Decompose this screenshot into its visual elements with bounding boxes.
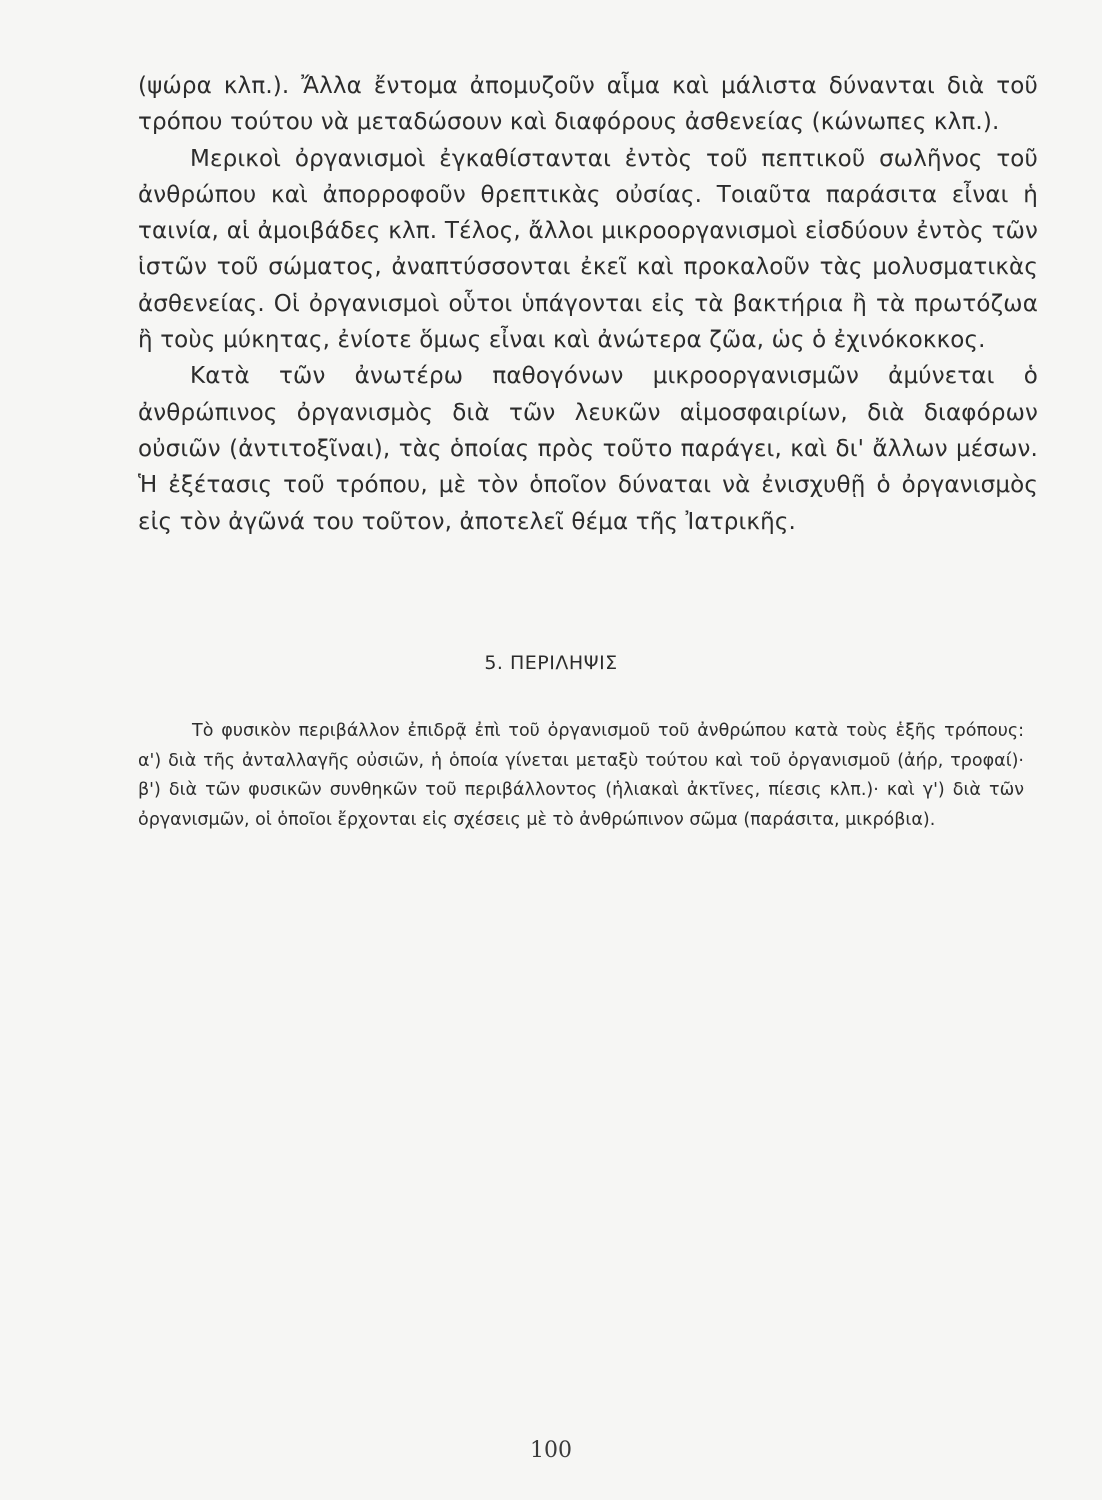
body-text <box>138 68 1038 540</box>
paragraph-continuation: (ψώρα κλπ.). Ἄλλα ἔντομα ἀπομυζοῦν αἷμα καὶ μάλιστα δύνανται διὰ τοῦ τρόπου τούτου νὰ μεταδώσουν καὶ διαφόρους ἀσθενείας (κώνωπες κλπ.). <box>138 73 1038 136</box>
page-number: 100 <box>530 1438 572 1463</box>
section-heading: 5. ΠΕΡΙΛΗΨΙΣ <box>484 652 618 674</box>
summary-block <box>138 717 1024 835</box>
summary-text: Τὸ φυσικὸν περιβάλλον ἐπιδρᾷ ἐπὶ τοῦ ὀργανισμοῦ τοῦ ἀνθρώπου κατὰ τοὺς ἑξῆς τρόπους: α') διὰ τῆς ἀνταλλαγῆς οὐσιῶν, ἡ ὁποία γίνεται μεταξὺ τούτου καὶ τοῦ ὀργανισμοῦ (ἀήρ, τροφαί)· β') διὰ τῶν φυσικῶν συνθηκῶν τοῦ περιβάλλοντος (ἡλιακαὶ ἀκτῖνες, πίεσις κλπ.)· καὶ γ') διὰ τῶν ὀργανισμῶν, οἱ ὁποῖοι ἔρχονται εἰς σχέσεις μὲ τὸ ἀνθρώπινον σῶμα (παράσιτα, μικρόβια). <box>138 721 1024 830</box>
paragraph-parasites: Μερικοὶ ὀργανισμοὶ ἐγκαθίστανται ἐντὸς τοῦ πεπτικοῦ σωλῆνος τοῦ ἀνθρώπου καὶ ἀπορροφοῦν θρεπτικὰς οὐσίας. Τοιαῦτα παράσιτα εἶναι ἡ ταινία, αἱ ἀμοιβάδες κλπ. Τέλος, ἄλλοι μικροοργανισμοὶ εἰσδύουν ἐντὸς τῶν ἱστῶν τοῦ σώματος, ἀναπτύσσονται ἐκεῖ καὶ προκαλοῦν τὰς μολυσματικὰς ἀσθενείας. Οἱ ὀργανισμοὶ οὗτοι ὑπάγονται εἰς τὰ βακτήρια ἢ τὰ πρωτόζωα ἢ τοὺς μύκητας, ἐνίοτε ὅμως εἶναι καὶ ἀνώτερα ζῶα, ὡς ὁ ἐχινόκοκκος. <box>138 145 1038 354</box>
paragraph-defense: Κατὰ τῶν ἀνωτέρω παθογόνων μικροοργανισμῶν ἀμύνεται ὁ ἀνθρώπινος ὀργανισμὸς διὰ τῶν λευκῶν αἱμοσφαιρίων, διὰ διαφόρων οὐσιῶν (ἀντιτοξῖναι), τὰς ὁποίας πρὸς τοῦτο παράγει, καὶ δι' ἄλλων μέσων. Ἡ ἐξέτασις τοῦ τρόπου, μὲ τὸν ὁποῖον δύναται νὰ ἐνισχυθῇ ὁ ὀργανισμὸς εἰς τὸν ἀγῶνά του τοῦτον, ἀποτελεῖ θέμα τῆς Ἰατρικῆς. <box>138 363 1038 535</box>
